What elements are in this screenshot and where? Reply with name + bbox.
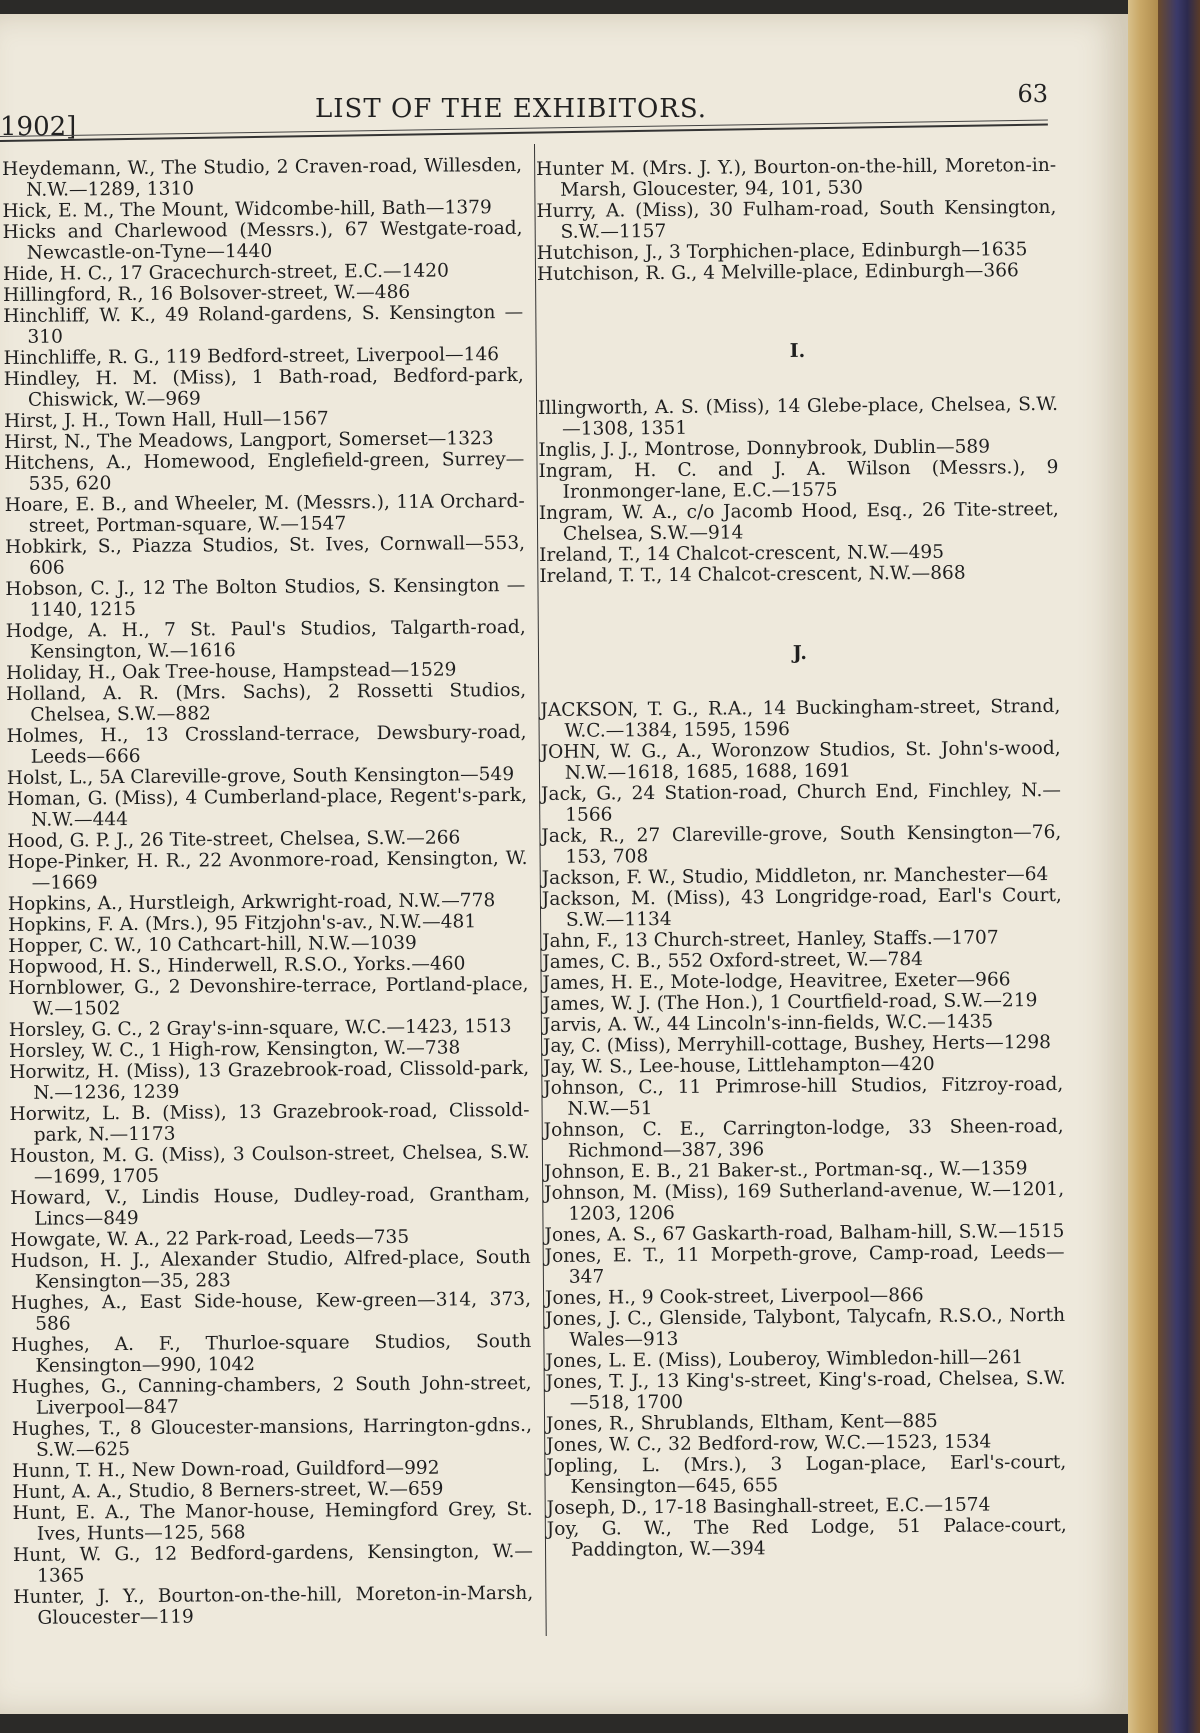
header-title: LIST OF THE EXHIBITORS.: [315, 94, 708, 124]
exhibitor-entry: Holst, L., 5A Clareville-grove, South Kensington—549: [6, 763, 515, 789]
right-column: [536, 155, 1067, 1561]
exhibitor-entry: Horwitz, H. (Miss), 13 Grazebrook-road, Clissold-park, N.—1236, 1239: [9, 1057, 530, 1104]
exhibitor-entry: Jarvis, A. W., 44 Lincoln's-inn-fields, W.C.—1435: [542, 1011, 994, 1036]
exhibitor-entry: Jack, G., 24 Station-road, Church End, Finchley, N.—1566: [540, 779, 1062, 826]
exhibitor-entry: Johnson, E. B., 21 Baker-st., Portman-sq., W.—1359: [543, 1158, 1028, 1183]
exhibitor-entry: Heydemann, W., The Studio, 2 Craven-road, Willesden, N.W.—1289, 1310: [2, 154, 523, 201]
exhibitor-entry: Hunn, T. H., New Down-road, Guildford—992: [12, 1457, 440, 1482]
exhibitor-entry: Hoare, E. B., and Wheeler, M. (Messrs.), 11A Orchard-street, Portman-square, W.—1547: [4, 490, 525, 537]
book-binding: [1158, 0, 1200, 1733]
exhibitor-entry: Ireland, T., 14 Chalcot-crescent, N.W.—495: [539, 541, 945, 566]
exhibitor-entry: Hudson, H. J., Alexander Studio, Alfred-place, South Kensington—35, 283: [10, 1246, 531, 1293]
exhibitor-entry: Howgate, W. A., 22 Park-road, Leeds—735: [10, 1226, 410, 1251]
page-edge: [1128, 0, 1158, 1733]
exhibitor-entry: Hunter M. (Mrs. J. Y.), Bourton-on-the-hill, Moreton-in-Marsh, Gloucester, 94, 101, 530: [536, 154, 1057, 201]
exhibitor-entry: Jones, R., Shrublands, Eltham, Kent—885: [545, 1410, 938, 1435]
exhibitor-entry: Ingram, W. A., c/o Jacomb Hood, Esq., 26 Tite-street, Chelsea, S.W.—914: [538, 498, 1059, 545]
exhibitor-entry: Hirst, J. H., Town Hall, Hull—1567: [3, 408, 329, 432]
exhibitor-entry: Holiday, H., Oak Tree-house, Hampstead—1529: [5, 659, 457, 684]
exhibitor-entry: Hunt, E. A., The Manor-house, Hemingford Grey, St. Ives, Hunts—125, 568: [12, 1498, 533, 1545]
exhibitor-entry: Hughes, T., 8 Gloucester-mansions, Harrington-gdns., S.W.—625: [11, 1414, 533, 1461]
exhibitor-entry: Hughes, G., Canning-chambers, 2 South John-street, Liverpool—847: [11, 1372, 532, 1419]
exhibitor-entry: Jopling, L. (Mrs.), 3 Logan-place, Earl's-court, Kensington—645, 655: [546, 1451, 1067, 1498]
exhibitor-entry: Johnson, C. E., Carrington-lodge, 33 Sheen-road, Richmond—387, 396: [543, 1115, 1064, 1162]
exhibitor-entry: Hughes, A. F., Thurloe-square Studios, South Kensington—990, 1042: [11, 1330, 532, 1377]
exhibitor-entry: Johnson, M. (Miss), 169 Sutherland-avenue, W.—1201, 1203, 1206: [544, 1178, 1065, 1225]
exhibitor-entry: Hope-Pinker, H. R., 22 Avonmore-road, Kensington, W. —1669: [7, 847, 528, 894]
exhibitor-entry: JOHN, W. G., A., Woronzow Studios, St. John's-wood, N.W.—1618, 1685, 1688, 1691: [540, 737, 1061, 784]
exhibitor-entry: Jones, E. T., 11 Morpeth-grove, Camp-road, Leeds—347: [544, 1241, 1065, 1288]
exhibitor-entry: James, C. B., 552 Oxford-street, W.—784: [542, 948, 924, 973]
exhibitor-entry: Hide, H. C., 17 Gracechurch-street, E.C.—1420: [2, 260, 450, 285]
exhibitor-entry: Horwitz, L. B. (Miss), 13 Grazebrook-road, Clissold-park, N.—1173: [9, 1099, 530, 1146]
book-page: [0, 14, 1128, 1714]
exhibitor-entry: Hughes, A., East Side-house, Kew-green—314, 373, 586: [10, 1288, 532, 1335]
exhibitor-entry: Inglis, J. J., Montrose, Donnybrook, Dublin—589: [538, 436, 991, 461]
exhibitor-entry: Hick, E. M., The Mount, Widcombe-hill, Bath—1379: [2, 197, 492, 222]
exhibitor-entry: Holmes, H., 13 Crossland-terrace, Dewsbury-road, Leeds—666: [6, 721, 527, 768]
exhibitor-entry: Hunt, A. A., Studio, 8 Berners-street, W.—659: [12, 1478, 444, 1503]
exhibitor-entry: Howard, V., Lindis House, Dudley-road, Grantham, Lincs—849: [10, 1183, 531, 1230]
exhibitor-entry: Jahn, F., 13 Church-street, Hanley, Staffs.—1707: [542, 927, 999, 952]
exhibitor-entry: Hopkins, F. A. (Mrs.), 95 Fitzjohn's-av., N.W.—481: [7, 911, 477, 936]
exhibitor-entry: Jay, C. (Miss), Merryhill-cottage, Bushey, Herts—1298: [542, 1031, 1052, 1057]
exhibitor-entry: James, W. J. (The Hon.), 1 Courtfield-road, S.W.—219: [542, 990, 1038, 1015]
exhibitor-entry: Hillingford, R., 16 Bolsover-street, W.—486: [2, 281, 411, 306]
exhibitor-entry: Hornblower, G., 2 Devonshire-terrace, Portland-place, W.—1502: [8, 973, 529, 1020]
exhibitor-entry: Hopwood, H. S., Hinderwell, R.S.O., Yorks.—460: [8, 953, 466, 978]
h-entries-continued: [536, 155, 1057, 285]
exhibitor-entry: Hindley, H. M. (Miss), 1 Bath-road, Bedford-park, Chiswick, W.—969: [3, 364, 524, 411]
exhibitor-entry: Joy, G. W., The Red Lodge, 51 Palace-court, Paddington, W.—394: [546, 1514, 1067, 1561]
exhibitor-entry: Jones, H., 9 Cook-street, Liverpool—866: [544, 1284, 924, 1309]
exhibitor-entry: Hunt, W. G., 12 Bedford-gardens, Kensington, W.—1365: [12, 1540, 534, 1587]
exhibitor-entry: Illingworth, A. S. (Miss), 14 Glebe-place, Chelsea, S.W. —1308, 1351: [537, 393, 1059, 440]
exhibitor-entry: Johnson, C., 11 Primrose-hill Studios, Fitzroy-road, N.W.—51: [543, 1073, 1064, 1120]
exhibitor-entry: Hurry, A. (Miss), 30 Fulham-road, South Kensington, S.W.—1157: [536, 196, 1057, 243]
exhibitor-entry: Jones, J. C., Glenside, Talybont, Talycafn, R.S.O., North Wales—913: [545, 1304, 1066, 1351]
exhibitor-entry: Joseph, D., 17-18 Basinghall-street, E.C.—1574: [546, 1494, 991, 1519]
exhibitor-entry: Hicks and Charlewood (Messrs.), 67 Westgate-road, Newcastle-on-Tyne—1440: [2, 217, 523, 264]
section-heading-i: I.: [789, 339, 806, 363]
exhibitor-entry: Ingram, H. C. and J. A. Wilson (Messrs.), 9 Ironmonger-lane, E.C.—1575: [538, 456, 1059, 503]
exhibitor-entry: Horsley, G. C., 2 Gray's-inn-square, W.C.—1423, 1513: [8, 1016, 512, 1041]
exhibitor-entry: Horsley, W. C., 1 High-row, Kensington, W.—738: [8, 1037, 461, 1062]
exhibitor-entry: Hobson, C. J., 12 The Bolton Studios, S. Kensington —1140, 1215: [5, 574, 526, 621]
exhibitor-entry: Jones, A. S., 67 Gaskarth-road, Balham-hill, S.W.—1515: [544, 1220, 1065, 1246]
exhibitor-entry: Jack, R., 27 Clareville-grove, South Kensington—76, 153, 708: [541, 821, 1062, 868]
exhibitor-entry: JACKSON, T. G., R.A., 14 Buckingham-street, Strand, W.C.—1384, 1595, 1596: [540, 695, 1061, 742]
page-header: [0, 72, 1048, 142]
exhibitor-entry: Houston, M. G. (Miss), 3 Coulson-street, Chelsea, S.W. —1699, 1705: [9, 1141, 530, 1188]
exhibitor-entry: Hirst, N., The Meadows, Langport, Somerset—1323: [4, 428, 494, 453]
exhibitor-entry: Ireland, T. T., 14 Chalcot-crescent, N.W.—868: [539, 562, 966, 587]
exhibitor-entry: Hutchison, J., 3 Torphichen-place, Edinburgh—1635: [536, 239, 1028, 264]
exhibitor-entry: Hopkins, A., Hurstleigh, Arkwright-road, N.W.—778: [7, 890, 496, 915]
exhibitor-entry: Hinchliff, W. K., 49 Roland-gardens, S. Kensington —310: [3, 301, 524, 348]
exhibitor-entry: Jackson, F. W., Studio, Middleton, nr. Manchester—64: [541, 863, 1049, 889]
i-entries: [538, 394, 1059, 587]
exhibitor-entry: Homan, G. (Miss), 4 Cumberland-place, Regent's-park, N.W.—444: [6, 784, 528, 831]
exhibitor-entry: Hood, G. P. J., 26 Tite-street, Chelsea, S.W.—266: [7, 827, 461, 852]
left-column: [2, 155, 534, 1629]
exhibitor-entry: Hodge, A. H., 7 St. Paul's Studios, Talgarth-road, Kensington, W.—1616: [5, 616, 526, 663]
exhibitor-entry: Jones, T. J., 13 King's-street, King's-road, Chelsea, S.W.—518, 1700: [545, 1367, 1066, 1414]
exhibitor-entry: Jay, W. S., Lee-house, Littlehampton—420: [543, 1053, 935, 1078]
exhibitor-entry: Holland, A. R. (Mrs. Sachs), 2 Rossetti Studios, Chelsea, S.W.—882: [6, 679, 527, 726]
exhibitor-entry: Hinchliffe, R. G., 119 Bedford-street, Liverpool—146: [3, 344, 500, 369]
j-entries: [540, 696, 1067, 1561]
exhibitor-entry: Hutchison, R. G., 4 Melville-place, Edinburgh—366: [536, 260, 1019, 285]
exhibitor-entry: Jones, W. C., 32 Bedford-row, W.C.—1523, 1534: [546, 1431, 992, 1456]
exhibitor-entry: Jackson, M. (Miss), 43 Longridge-road, Earl's Court, S.W.—1134: [541, 884, 1062, 931]
exhibitor-entry: Hunter, J. Y., Bourton-on-the-hill, Moreton-in-Marsh, Gloucester—119: [13, 1582, 534, 1629]
exhibitor-entry: Hopper, C. W., 10 Cathcart-hill, N.W.—1039: [8, 932, 417, 957]
header-year: 1902]: [0, 112, 77, 142]
exhibitor-entry: Hobkirk, S., Piazza Studios, St. Ives, Cornwall—553, 606: [4, 532, 526, 579]
exhibitor-entry: Hitchens, A., Homewood, Englefield-green, Surrey—535, 620: [4, 448, 525, 495]
page-number: 63: [1017, 80, 1048, 108]
section-heading-j: J.: [792, 641, 808, 664]
exhibitor-entry: James, H. E., Mote-lodge, Heavitree, Exeter—966: [542, 969, 1011, 994]
exhibitor-entry: Jones, L. E. (Miss), Louberoy, Wimbledon-hill—261: [545, 1347, 1024, 1372]
